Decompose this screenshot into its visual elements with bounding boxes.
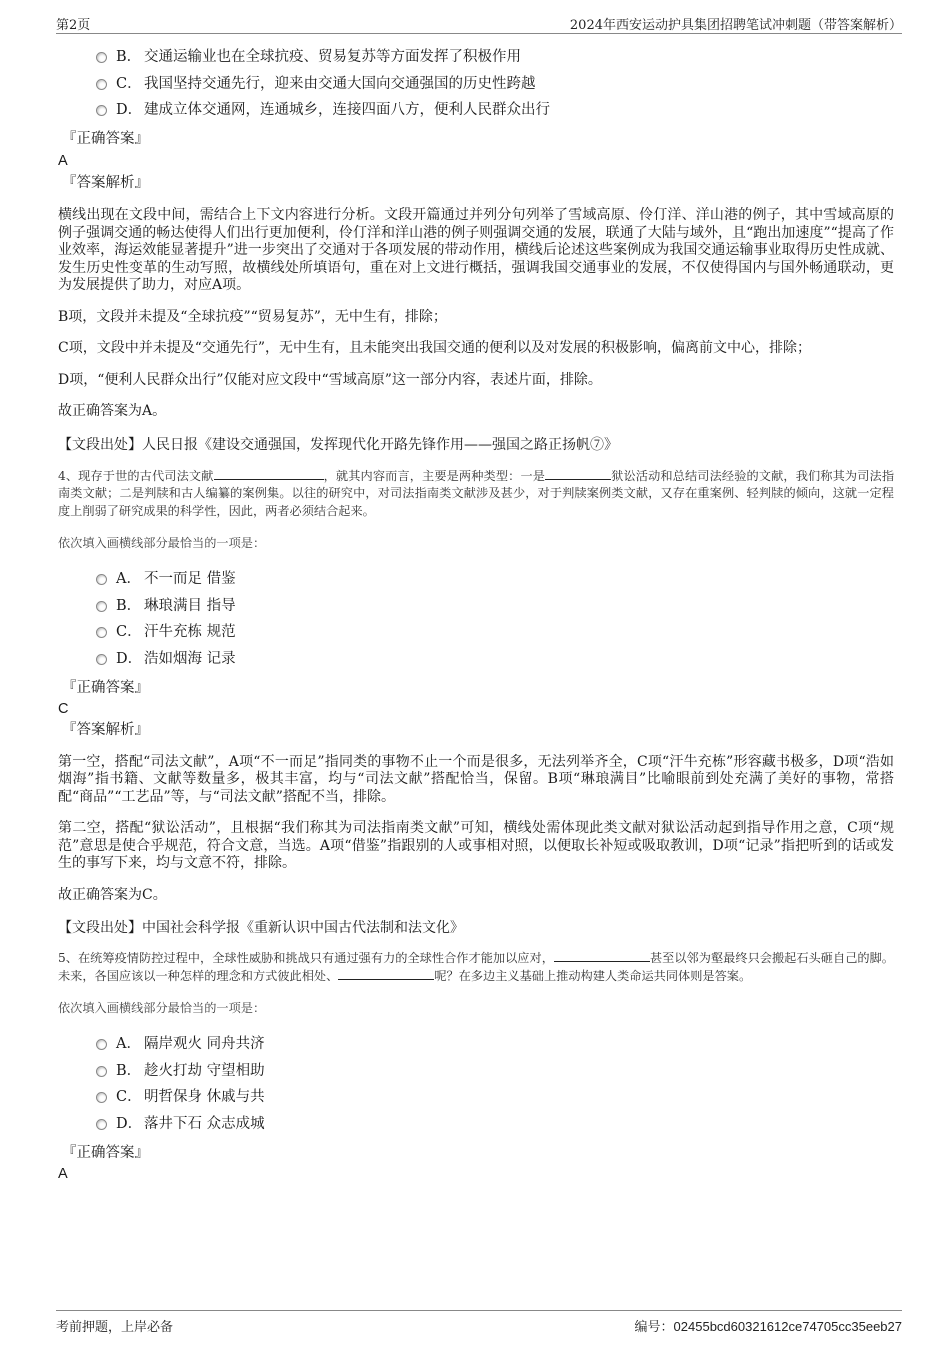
- q4-option-a[interactable]: [58, 566, 894, 592]
- question-stem: [58, 468, 894, 521]
- option-text: 不一而足 借鉴: [144, 571, 236, 588]
- q5-options: [58, 1031, 894, 1137]
- radio-button[interactable]: [58, 1111, 110, 1137]
- question-instruction: 依次填入画横线部分最恰当的一项是：: [58, 1001, 266, 1016]
- radio-circle-icon[interactable]: [96, 1039, 107, 1050]
- option-text: 汗牛充栋 规范: [144, 624, 236, 641]
- option-text: 交通运输业也在全球抗疫、贸易复苏等方面发挥了积极作用: [144, 49, 521, 65]
- q3-option-b[interactable]: [58, 44, 894, 70]
- q5-option-d[interactable]: [58, 1111, 894, 1137]
- fill-blank: [545, 468, 611, 480]
- analysis-conclusion: 故正确答案为A。: [58, 403, 167, 419]
- correct-answer-label: 『正确答案』: [62, 679, 149, 696]
- question-stem: [58, 950, 894, 985]
- option-letter: A．: [116, 1036, 141, 1053]
- radio-button[interactable]: [58, 593, 110, 619]
- radio-button[interactable]: [58, 619, 110, 645]
- radio-circle-icon[interactable]: [96, 105, 107, 116]
- q5-option-b[interactable]: [58, 1058, 894, 1084]
- radio-circle-icon[interactable]: [96, 1119, 107, 1130]
- fill-blank: [214, 468, 324, 480]
- analysis-label: 『答案解析』: [62, 175, 149, 191]
- radio-button[interactable]: [58, 1031, 110, 1057]
- option-text: 趁火打劫 守望相助: [144, 1062, 265, 1079]
- passage-source: 【文段出处】中国社会科学报《重新认识中国古代法制和法文化》: [58, 920, 464, 937]
- option-text: 明哲保身 休戚与共: [144, 1089, 265, 1106]
- q3-options: [58, 44, 894, 123]
- option-letter: C．: [116, 75, 142, 92]
- radio-button[interactable]: [58, 44, 110, 70]
- fill-blank: [338, 968, 434, 980]
- q5-option-c[interactable]: [58, 1084, 894, 1110]
- analysis-conclusion: 故正确答案为C。: [58, 886, 167, 903]
- radio-circle-icon[interactable]: [96, 79, 107, 90]
- radio-circle-icon[interactable]: [96, 52, 107, 63]
- correct-answer-label: 『正确答案』: [62, 1144, 149, 1161]
- option-text: 浩如烟海 记录: [144, 650, 236, 667]
- option-letter: C．: [116, 1089, 142, 1106]
- option-letter: B．: [116, 49, 142, 65]
- q4-option-c[interactable]: [58, 619, 894, 645]
- option-letter: D．: [116, 1115, 143, 1132]
- analysis-paragraph: 第二空，搭配“狱讼活动”，且根据“我们称其为司法指南类文献”可知，横线处需体现此类文献对狱讼活动起到指导作用之意，C项“规范”意思是使合乎规范，符合文意，当选。A项“借鉴”指跟别的人或事相对照，以便取长补短或吸取教训，D项“记录”指把听到的话或发生的事写下来，均与文意不符，排除。: [58, 820, 894, 872]
- passage-source: 【文段出处】人民日报《建设交通强国，发挥现代化开路先锋作用——强国之路正扬帆⑦》: [58, 436, 618, 453]
- radio-circle-icon[interactable]: [96, 601, 107, 612]
- analysis-paragraph: C项，文段中并未提及“交通先行”，无中生有，且未能突出我国交通的便利以及对发展的积极影响，偏离前文中心，排除；: [58, 340, 812, 356]
- option-letter: D．: [116, 650, 143, 667]
- q5-option-a[interactable]: [58, 1031, 894, 1057]
- page-footer: [56, 1310, 902, 1334]
- analysis-paragraph: D项，“便利人民群众出行”仅能对应文段中“雪域高原”这一部分内容，表述片面，排除。: [58, 371, 602, 388]
- radio-circle-icon[interactable]: [96, 1092, 107, 1103]
- option-text: 我国坚持交通先行，迎来由交通大国向交通强国的历史性跨越: [144, 75, 536, 92]
- radio-circle-icon[interactable]: [96, 627, 107, 638]
- q4-option-b[interactable]: [58, 593, 894, 619]
- option-letter: B．: [116, 1062, 142, 1079]
- radio-button[interactable]: [58, 566, 110, 592]
- radio-circle-icon[interactable]: [96, 654, 107, 665]
- question-text: 狱讼活动和总结司法经验的文献，我们称其为司法指南类文献；二是判牍和古人编纂的案例集。以往的研究中，对司法指南类文献涉及甚少，对于判牍案例类文献，又存在重案例、轻判牍的倾向，这就一定程度上削弱了研究成果的科学性，因此，两者必须结合起来。: [58, 468, 895, 518]
- option-letter: A．: [116, 571, 141, 588]
- correct-answer: A: [58, 1165, 68, 1182]
- question-text: ，就其内容而言，主要是两种类型：一是: [323, 468, 546, 483]
- radio-circle-icon[interactable]: [96, 1066, 107, 1077]
- analysis-label: 『答案解析』: [62, 721, 149, 738]
- question-text: 甚至以邻为壑最终只会搬起石头砸自己的脚。未来，各国应该以一种怎样的理念和方式彼此相处、: [58, 951, 894, 983]
- option-text: 隔岸观火 同舟共济: [144, 1036, 265, 1053]
- document-code: [635, 1316, 902, 1335]
- q3-option-c[interactable]: [58, 71, 894, 97]
- option-text: 琳琅满目 指导: [144, 597, 236, 614]
- document-code-label: 编号：: [634, 1320, 674, 1335]
- correct-answer-label: 『正确答案』: [62, 131, 149, 147]
- radio-button[interactable]: [58, 71, 110, 97]
- question-text: 4、现存于世的古代司法文献: [58, 468, 214, 483]
- radio-button[interactable]: [58, 1058, 110, 1084]
- option-letter: C．: [116, 624, 142, 641]
- fill-blank: [554, 950, 650, 962]
- analysis-paragraph: 第一空，搭配“司法文献”，A项“不一而足”指同类的事物不止一个而是很多，无法列举齐全，C项“汗牛充栋”形容藏书极多，D项“浩如烟海”指书籍、文献等数量多，极其丰富，均与“司法文献”搭配恰当，保留。B项“琳琅满目”比喻眼前到处充满了美好的事物，常搭配“商品”“工艺品”等，与“司法文献”搭配不当，排除。: [58, 753, 894, 805]
- question-instruction: 依次填入画横线部分最恰当的一项是：: [58, 536, 266, 551]
- radio-button[interactable]: [58, 646, 110, 672]
- q4-option-d[interactable]: [58, 646, 894, 672]
- option-text: 落井下石 众志成城: [144, 1115, 265, 1132]
- q4-options: [58, 566, 894, 672]
- page-header: [56, 12, 902, 34]
- radio-button[interactable]: [58, 1084, 110, 1110]
- option-text: 建成立体交通网，连通城乡，连接四面八方，便利人民群众出行: [144, 102, 550, 118]
- document-title: 2024年西安运动护具集团招聘笔试冲刺题（带答案解析）: [569, 18, 902, 33]
- radio-circle-icon[interactable]: [96, 574, 107, 585]
- correct-answer: C: [58, 700, 69, 717]
- option-letter: D．: [116, 102, 143, 118]
- document-code-value: 02455bcd60321612ce74705cc35eeb27: [673, 1319, 902, 1334]
- analysis-block: [58, 207, 894, 421]
- question-text: 5、在统筹疫情防控过程中，全球性威胁和挑战只有通过强有力的全球性合作才能加以应对，: [58, 951, 554, 966]
- analysis-paragraph: B项，文段并未提及“全球抗疫”“贸易复苏”，无中生有，排除；: [58, 308, 447, 325]
- question-text: 呢？在多边主义基础上推动构建人类命运共同体则是答案。: [434, 968, 752, 983]
- analysis-paragraph: 横线出现在文段中间，需结合上下文内容进行分析。文段开篇通过并列分句列举了雪域高原、伶仃洋、洋山港的例子，其中雪域高原的例子强调交通的畅达使得人们出行更加便利，伶仃洋和洋山港的例子则强调交通的发展，联通了大陆与域外，且“跑出加速度”“提高了作业效率，海运效能显著提升”进一步突出了交通对于各项发展的带动作用，横线后论述这些案例成为我国交通运输事业取得历史性成就、发生历史性变革的生动写照，故横线处所填语句，重在对上文进行概括，强调我国交通事业的发展，不仅使得国内与国外畅通联动，更为发展提供了助力，对应A项。: [58, 207, 894, 293]
- radio-button[interactable]: [58, 97, 110, 123]
- document-body: [58, 44, 894, 1184]
- footer-slogan: 考前押题，上岸必备: [56, 1320, 174, 1335]
- analysis-block: [58, 754, 894, 905]
- correct-answer: A: [58, 153, 68, 169]
- q3-option-d[interactable]: [58, 97, 894, 123]
- option-letter: B．: [116, 597, 142, 614]
- page-number: 第2页: [56, 18, 91, 33]
